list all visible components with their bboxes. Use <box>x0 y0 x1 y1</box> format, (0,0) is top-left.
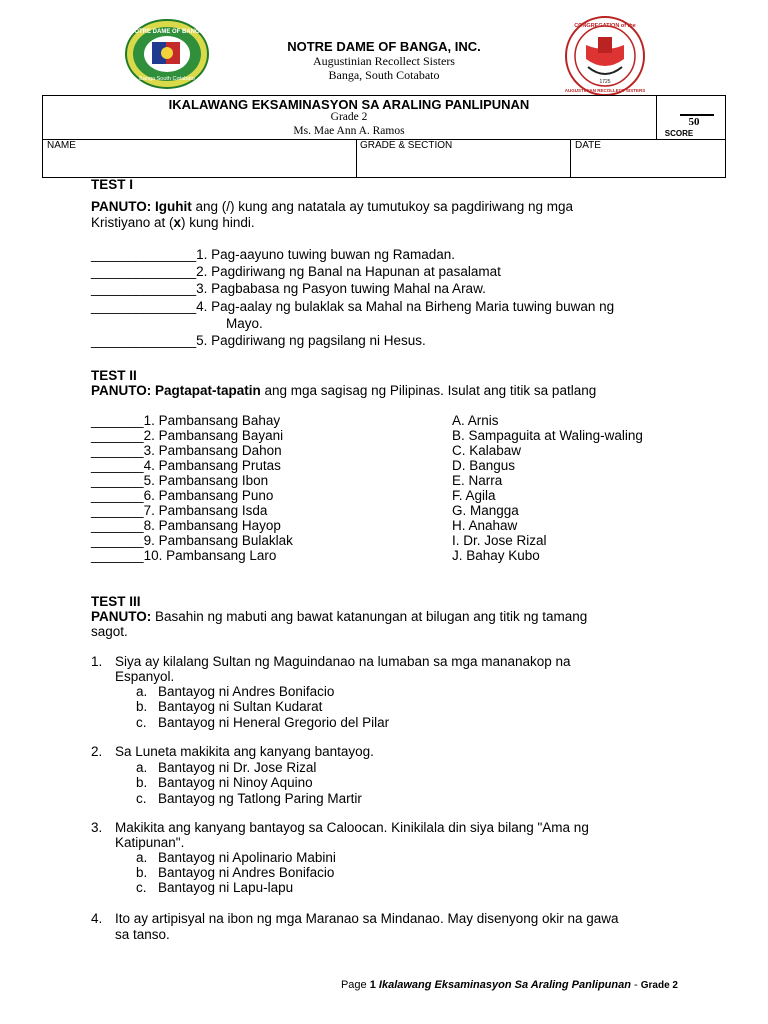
choice-option[interactable]: Bantayog ni Andres Bonifacio <box>158 684 335 699</box>
test2-heading: TEST II <box>91 368 137 383</box>
choice-option[interactable]: Bantayog ni Ninoy Aquino <box>158 775 313 790</box>
match-item[interactable] <box>91 413 280 428</box>
svg-text:CONGREGATION of the: CONGREGATION of the <box>574 23 636 29</box>
match-option: B. Sampaguita at Waling-waling <box>452 428 643 443</box>
item-text: 3. Pambansang Dahon <box>143 443 282 458</box>
match-option: D. Bangus <box>452 458 516 473</box>
match-item[interactable] <box>91 473 268 488</box>
name-divider <box>356 139 357 178</box>
item-text: 4. Pambansang Prutas <box>143 458 281 473</box>
test1-instruction-line2 <box>91 215 255 230</box>
exam-title: IKALAWANG EKSAMINASYON SA ARALING PANLIPUNAN <box>168 97 530 112</box>
answer-blank[interactable]: _______ <box>91 548 144 563</box>
answer-blank[interactable]: _______ <box>91 458 144 473</box>
item-text: 5. Pagdiriwang ng pagsilang ni Hesus. <box>196 333 426 348</box>
panuto-label: PANUTO: <box>91 609 155 624</box>
instruction-verb: Pagtapat-tapatin <box>155 383 261 398</box>
answer-blank[interactable]: _______ <box>91 428 144 443</box>
match-option: E. Narra <box>452 473 503 488</box>
question-number: 2. <box>91 744 103 759</box>
answer-blank[interactable]: _______ <box>91 488 144 503</box>
panuto-label: PANUTO: <box>91 199 155 214</box>
question-text: sa tanso. <box>115 927 170 942</box>
answer-blank[interactable]: _______ <box>91 503 144 518</box>
instruction-text: Kristiyano at ( <box>91 215 174 230</box>
item-text: 2. Pagdiriwang ng Banal na Hapunan at pasalamat <box>196 264 501 279</box>
name-field-label: NAME <box>47 140 76 151</box>
item-text: 1. Pag-aayuno tuwing buwan ng Ramadan. <box>196 247 456 262</box>
answer-blank[interactable]: _______ <box>91 443 144 458</box>
instruction-text: ) kung ang natatala ay tumutukoy sa pagdiriwang ng mga <box>230 199 574 214</box>
choice-letter[interactable]: c. <box>136 791 147 806</box>
question-number: 3. <box>91 820 103 835</box>
choice-option[interactable]: Bantayog ni Lapu-lapu <box>158 880 294 895</box>
footer-title: Ikalawang Eksaminasyon Sa Araling Panlipunan <box>375 979 631 991</box>
svg-text:AUGUSTINIAN RECOLLECT SISTERS: AUGUSTINIAN RECOLLECT SISTERS <box>564 88 646 93</box>
date-field-label: DATE <box>575 140 601 151</box>
panuto-label: PANUTO: <box>91 383 155 398</box>
svg-text:1725: 1725 <box>599 79 611 85</box>
instruction-text: ang ( <box>191 199 227 214</box>
score-value: 50 <box>688 116 700 128</box>
school-name: NOTRE DAME OF BANGA, INC. <box>287 39 481 54</box>
answer-blank[interactable]: _______ <box>91 473 144 488</box>
match-item[interactable] <box>91 428 283 443</box>
footer-page-word: Page <box>340 979 370 991</box>
match-item[interactable] <box>91 548 276 563</box>
match-item[interactable] <box>91 518 281 533</box>
match-item[interactable] <box>91 533 293 548</box>
instruction-text: ang mga sagisag ng Pilipinas. Isulat ang titik sa patlang <box>260 383 597 398</box>
question-text: Ito ay artipisyal na ibon ng mga Maranao sa Mindanao. May disenyong okir na gawa <box>115 911 619 926</box>
choice-letter[interactable]: a. <box>136 760 148 775</box>
choice-letter[interactable]: b. <box>136 865 148 880</box>
answer-blank[interactable]: _______ <box>91 533 144 548</box>
choice-option[interactable]: Bantayog ng Tatlong Paring Martir <box>158 791 362 806</box>
score-label: SCORE <box>664 129 694 138</box>
svg-text:NOTRE DAME OF BANGA: NOTRE DAME OF BANGA <box>130 29 204 35</box>
footer-grade: Grade 2 <box>640 980 678 991</box>
svg-text:Banga South Cotabato: Banga South Cotabato <box>139 76 195 82</box>
page-footer <box>0 979 678 991</box>
question-text: Katipunan". <box>115 835 185 850</box>
school-location: Banga, South Cotabato <box>328 68 440 82</box>
choice-option[interactable]: Bantayog ni Andres Bonifacio <box>158 865 335 880</box>
item-text: 4. Pag-aalay ng bulaklak sa Mahal na Birheng Maria tuwing buwan ng <box>196 299 615 314</box>
question-number: 4. <box>91 911 103 926</box>
item-text: 5. Pambansang Ibon <box>143 473 269 488</box>
item-text: 6. Pambansang Puno <box>143 488 274 503</box>
test1-item[interactable] <box>91 333 426 348</box>
grade-section-field-label: GRADE & SECTION <box>360 140 453 151</box>
match-option: H. Anahaw <box>452 518 518 533</box>
test1-instruction <box>91 199 573 214</box>
item-text: 2. Pambansang Bayani <box>143 428 284 443</box>
grade-divider <box>570 139 571 178</box>
choice-option[interactable]: Bantayog ni Sultan Kudarat <box>158 699 323 714</box>
instruction-text: ) kung hindi. <box>181 215 255 230</box>
match-option: C. Kalabaw <box>452 443 522 458</box>
match-option: F. Agila <box>452 488 496 503</box>
choice-letter[interactable]: b. <box>136 775 148 790</box>
item-text: 8. Pambansang Hayop <box>143 518 281 533</box>
answer-blank[interactable]: ______________ <box>91 264 197 279</box>
question-text: Makikita ang kanyang bantayog sa Caloocan. Kinikilala din siya bilang "Ama ng <box>115 820 589 835</box>
congregation-name: Augustinian Recollect Sisters <box>313 54 455 68</box>
exam-teacher: Ms. Mae Ann A. Ramos <box>293 125 405 137</box>
choice-option[interactable]: Bantayog ni Apolinario Mabini <box>158 850 336 865</box>
item-text: 7. Pambansang Isda <box>143 503 268 518</box>
question-number: 1. <box>91 654 103 669</box>
question-text: Sa Luneta makikita ang kanyang bantayog. <box>115 744 374 759</box>
test1-item[interactable] <box>91 247 455 262</box>
box-vertical-divider <box>656 95 657 139</box>
exam-grade: Grade 2 <box>330 111 368 123</box>
choice-letter[interactable]: a. <box>136 684 148 699</box>
item-text: 1. Pambansang Bahay <box>143 413 281 428</box>
answer-blank[interactable]: ______________ <box>91 333 197 348</box>
question-text: Siya ay kilalang Sultan ng Maguindanao na lumaban sa mga mananakop na <box>115 654 571 669</box>
footer-page-number: 1 <box>369 979 376 991</box>
choice-option[interactable]: Bantayog ni Heneral Gregorio del Pilar <box>158 715 390 730</box>
match-option: I. Dr. Jose Rizal <box>452 533 547 548</box>
choice-letter[interactable]: a. <box>136 850 148 865</box>
instruction-verb: Iguhit <box>155 199 192 214</box>
choice-letter[interactable]: c. <box>136 880 147 895</box>
answer-blank[interactable]: ______________ <box>91 299 197 314</box>
test1-heading: TEST I <box>91 177 134 192</box>
answer-blank[interactable]: _______ <box>91 518 144 533</box>
footer-dash: - <box>630 979 641 991</box>
test3-heading: TEST III <box>91 594 141 609</box>
question-text: Espanyol. <box>115 669 175 684</box>
test1-item-continued: Mayo. <box>226 316 263 331</box>
match-option: G. Mangga <box>452 503 519 518</box>
item-text: 9. Pambansang Bulaklak <box>143 533 293 548</box>
instruction-symbol: x <box>173 215 182 230</box>
instruction-text: Basahin ng mabuti ang bawat katanungan at bilugan ang titik ng tamang <box>155 609 588 624</box>
match-option: A. Arnis <box>452 413 499 428</box>
item-text: 3. Pagbabasa ng Pasyon tuwing Mahal na Araw. <box>196 281 486 296</box>
test3-instruction-line2: sagot. <box>91 624 128 639</box>
match-item[interactable] <box>91 488 273 503</box>
match-item[interactable] <box>91 503 267 518</box>
test3-instruction <box>91 609 587 624</box>
item-text: 10. Pambansang Laro <box>143 548 277 563</box>
choice-letter[interactable]: b. <box>136 699 148 714</box>
test1-item[interactable] <box>91 264 501 279</box>
answer-blank[interactable]: ______________ <box>91 247 197 262</box>
test1-item[interactable] <box>91 299 614 314</box>
test2-instruction <box>91 383 596 398</box>
instruction-symbol: / <box>226 199 231 214</box>
choice-letter[interactable]: c. <box>136 715 147 730</box>
match-option: J. Bahay Kubo <box>452 548 540 563</box>
answer-blank[interactable]: ______________ <box>91 281 197 296</box>
answer-blank[interactable]: _______ <box>91 413 144 428</box>
match-item[interactable] <box>91 443 282 458</box>
match-item[interactable] <box>91 458 281 473</box>
test1-item[interactable] <box>91 281 486 296</box>
choice-option[interactable]: Bantayog ni Dr. Jose Rizal <box>158 760 317 775</box>
